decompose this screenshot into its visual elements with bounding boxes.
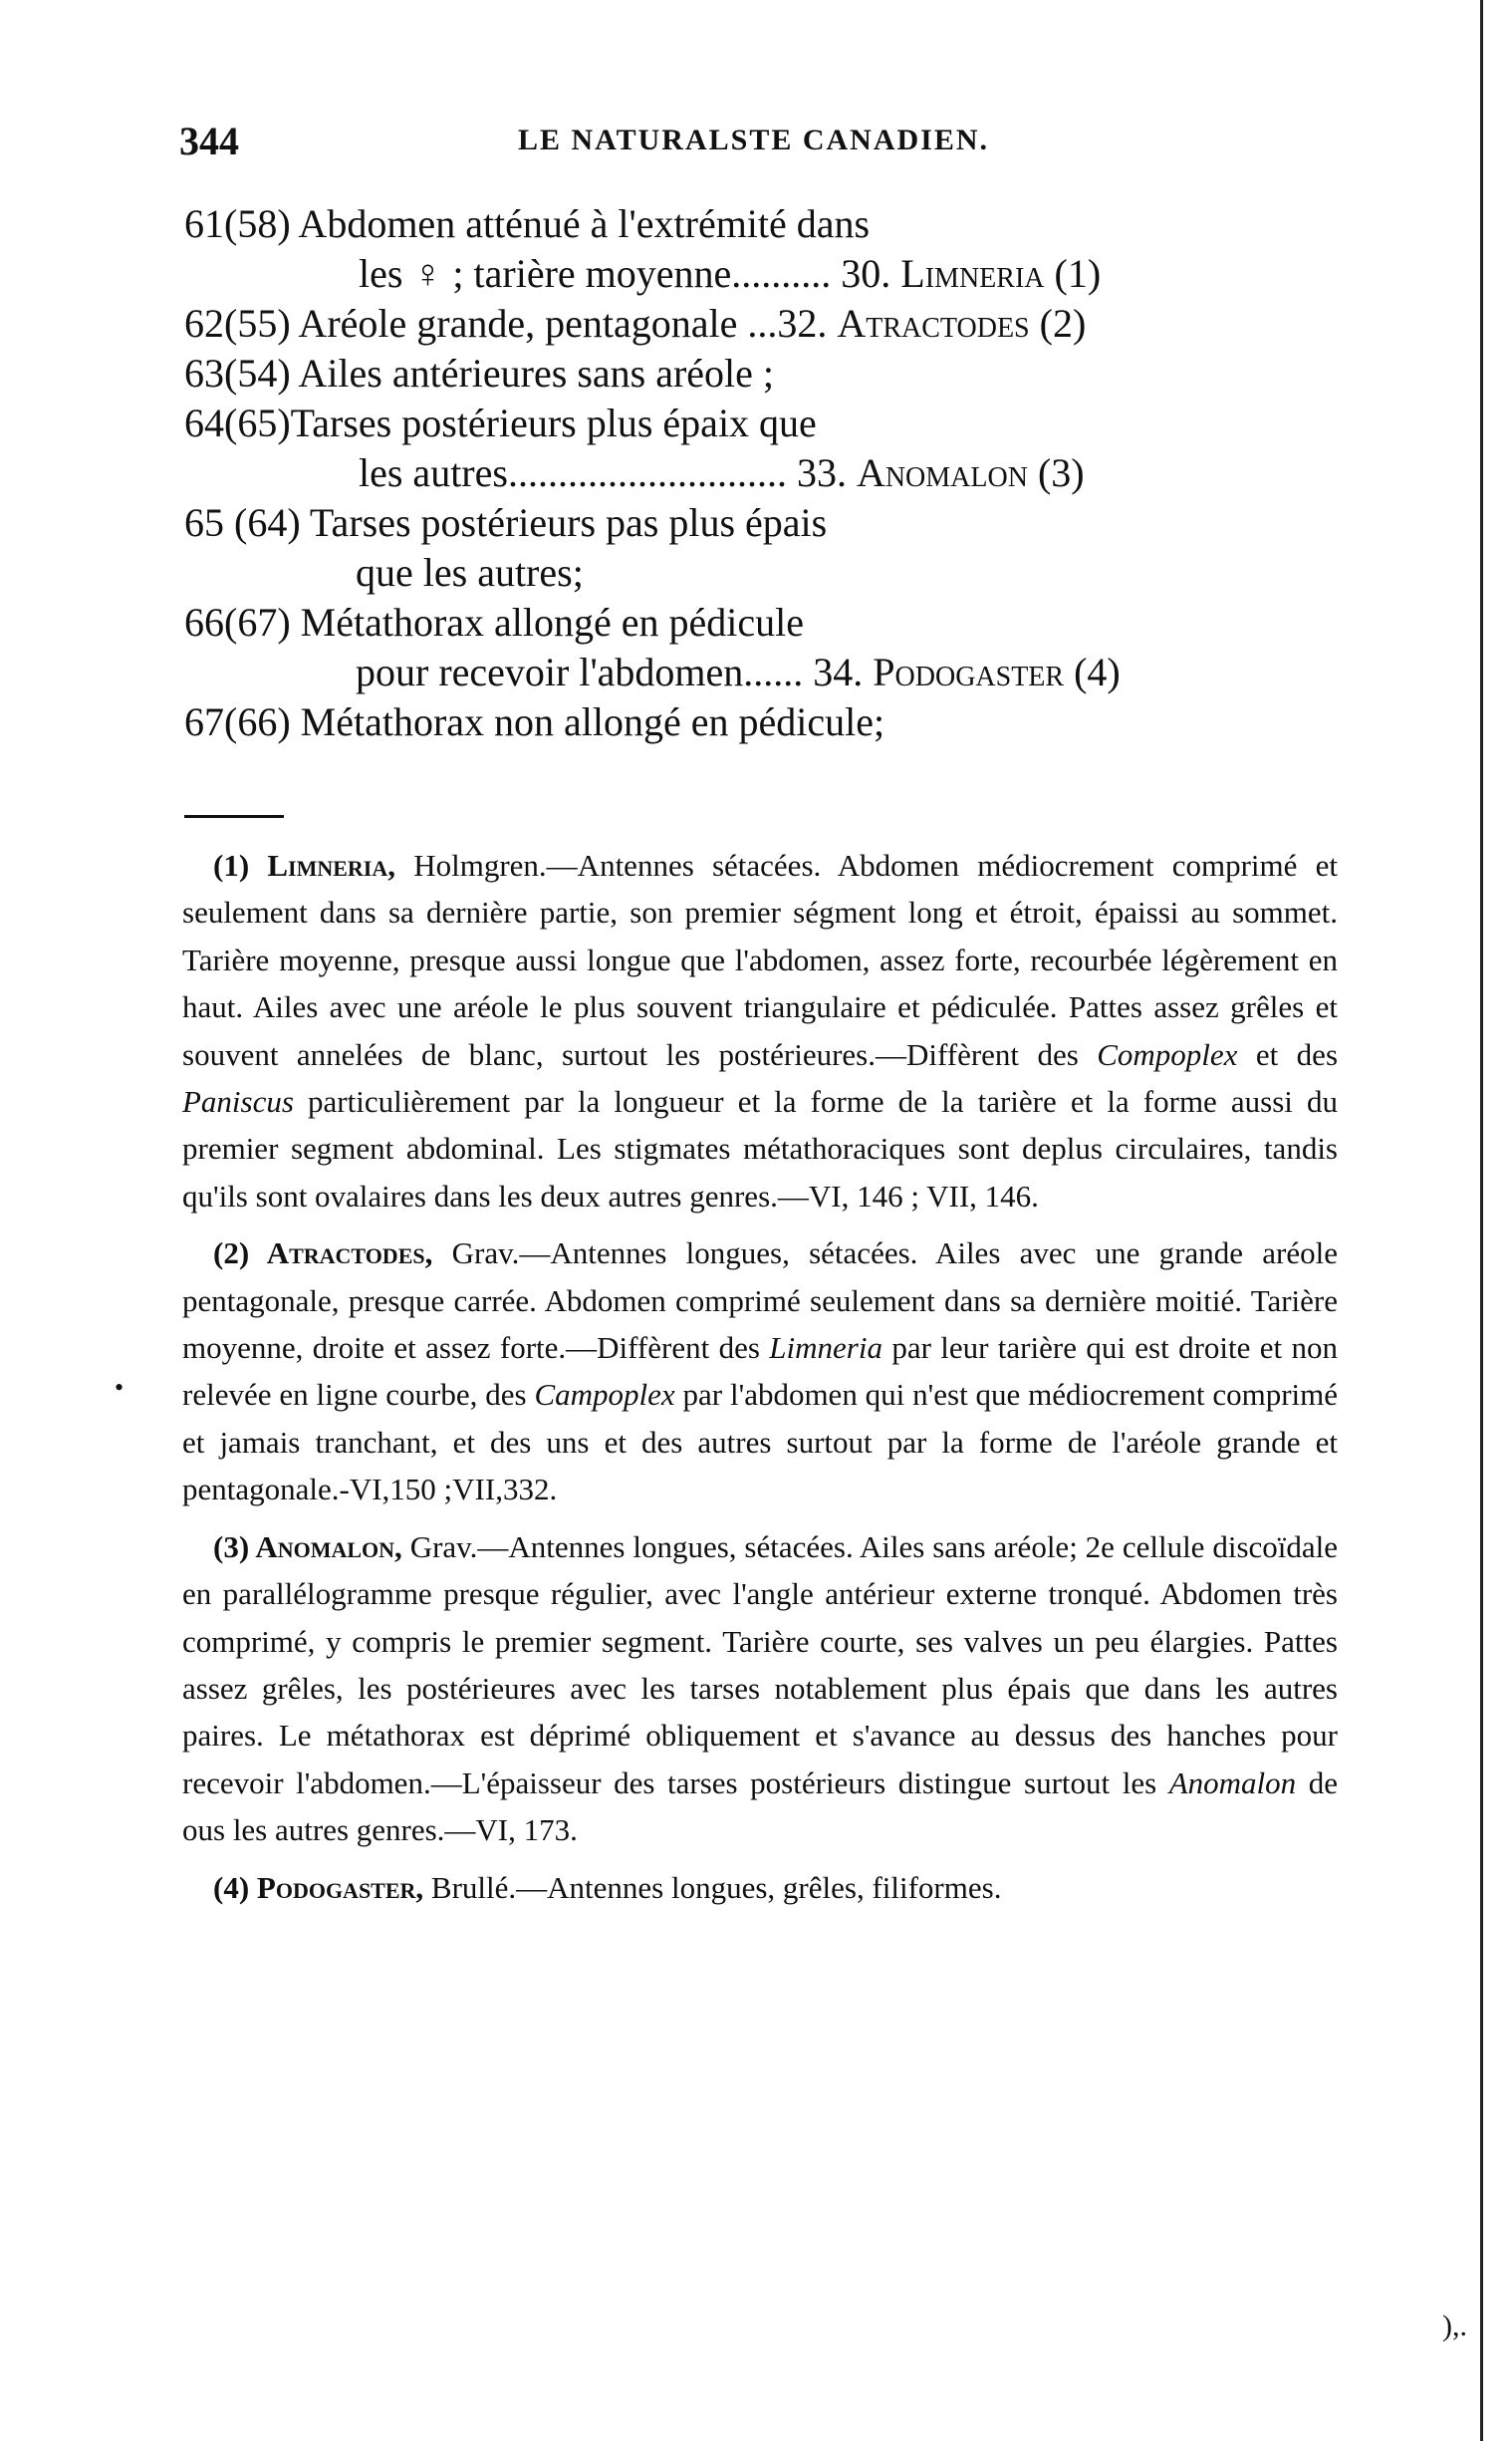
genus-ref: Campoplex bbox=[534, 1377, 675, 1413]
footnote-text: particulièrement par la longueur et la forme de la tarière et la forme aussi du premier segment abdominal. Les stigmates métathoraciques sont deplus circulaires, tandis qu'ils sont ovalaires dans les deux autres genres.—VI, 146 ; VII, 146. bbox=[182, 1084, 1339, 1214]
genus-name: Atractodes (2) bbox=[837, 301, 1087, 346]
footnote-text: et des bbox=[1255, 1036, 1339, 1072]
genus-ref: Paniscus bbox=[182, 1084, 294, 1120]
footnote-text: Grav.—Antennes longues, sétacées. Ailes sans aréole; 2e cellule discoïdale en parallélogramme presque régulier, avec l'angle antérieur externe tronqué. Abdomen très comprimé, y compris le premier segment. Tarière courte, ses valves un peu élargies. Pattes assez grêles, les postérieures avec les tarses notablement plus épais que dans les autres paires. Le métathorax est déprimé obliquement et s'avance au dessus des hanches pour recevoir l'abdomen.—L'épaisseur des tarses postérieurs distingue surtout les bbox=[182, 1528, 1339, 1800]
genus-ref: Anomalon bbox=[1168, 1764, 1297, 1800]
footnote-3 bbox=[182, 1523, 1338, 1854]
genus-ref: Limneria bbox=[769, 1330, 882, 1366]
genus-name: Podogaster (4) bbox=[873, 650, 1121, 694]
footnote-text: Brullé.—Antennes longues, grêles, filiformes. bbox=[430, 1869, 1002, 1905]
key-couplet-64-cont bbox=[184, 448, 1340, 498]
footnote-label: (3) Anomalon, bbox=[213, 1528, 402, 1564]
footnote-text: de ous les autres genres.—VI, 173. bbox=[182, 1764, 1338, 1848]
footnote-4 bbox=[182, 1864, 1338, 1911]
genus-ref: Compoplex bbox=[1097, 1036, 1238, 1072]
identification-key bbox=[184, 199, 1340, 747]
key-couplet-64: 64(65)Tarses postérieurs plus épaix que bbox=[184, 401, 817, 445]
genus-name: Limneria (1) bbox=[900, 251, 1102, 296]
section-divider bbox=[184, 815, 284, 818]
key-couplet-61: 61(58) Abdomen atténué à l'extrémité dans bbox=[184, 201, 871, 246]
key-couplet-61-cont bbox=[184, 249, 1340, 299]
key-couplet-66-cont bbox=[184, 648, 1340, 697]
key-couplet-65: 65 (64) Tarses postérieurs pas plus épais bbox=[184, 500, 828, 545]
footnote-label: (2) Atractodes, bbox=[213, 1235, 433, 1271]
running-title: LE NATURALSTE CANADIEN. bbox=[518, 124, 990, 156]
key-text: les ♀ ; tarière moyenne.......... 30. bbox=[359, 251, 891, 296]
footnote-2 bbox=[182, 1229, 1338, 1512]
footnote-label: (4) Podogaster, bbox=[213, 1869, 424, 1905]
key-couplet-67: 67(66) Métathorax non allongé en pédicule; bbox=[184, 699, 885, 744]
key-couplet-62 bbox=[184, 299, 1340, 349]
footnote-text: Grav.—Antennes longues, sétacées. Ailes avec une grande aréole pentagonale, presque carrée. Abdomen comprimé seulement dans sa dernière moitié. Tarière moyenne, droite et assez forte.—Diffèrent des bbox=[182, 1235, 1338, 1366]
footnote-text: par l'abdomen qui n'est que médiocrement comprimé et jamais tranchant, et des uns et des autres surtout par la forme de l'aréole grande et pentagonale.-VI,150 ;VII,332. bbox=[182, 1377, 1339, 1507]
key-couplet-66: 66(67) Métathorax allongé en pédicule bbox=[184, 600, 804, 645]
genus-name: Anomalon (3) bbox=[856, 450, 1085, 495]
footnote-label: (1) Limneria, bbox=[213, 848, 396, 883]
footnote-text: Holmgren.—Antennes sétacées. Abdomen médiocrement comprimé et seulement dans sa dernière partie, son premier ségment long et étroit, épaissi au sommet. Tarière moyenne, presque aussi longue que l'abdomen, assez forte, recourbée légèrement en haut. Ailes avec une aréole le plus souvent triangulaire et pédiculée. Pattes assez grêles et souvent annelées de blanc, surtout les postérieures.—Diffèrent des bbox=[182, 848, 1338, 1072]
page-header bbox=[179, 118, 1335, 167]
key-text: 62(55) Aréole grande, pentagonale ...32. bbox=[184, 301, 828, 346]
footnotes bbox=[182, 842, 1338, 1911]
page-number: 344 bbox=[179, 119, 239, 163]
page-edge-rule bbox=[1480, 0, 1483, 2441]
key-couplet-65-cont: que les autres; bbox=[356, 550, 584, 595]
margin-mark: ),. bbox=[1442, 2309, 1467, 2342]
footnote-text: par leur tarière qui est droite et non relevée en ligne courbe, des bbox=[182, 1330, 1338, 1413]
margin-bullet: • bbox=[115, 1373, 125, 1402]
key-text: pour recevoir l'abdomen...... 34. bbox=[356, 650, 864, 694]
key-text: les autres............................ 33. bbox=[359, 450, 847, 495]
key-couplet-63: 63(54) Ailes antérieures sans aréole ; bbox=[184, 351, 775, 396]
footnote-1 bbox=[182, 842, 1338, 1220]
